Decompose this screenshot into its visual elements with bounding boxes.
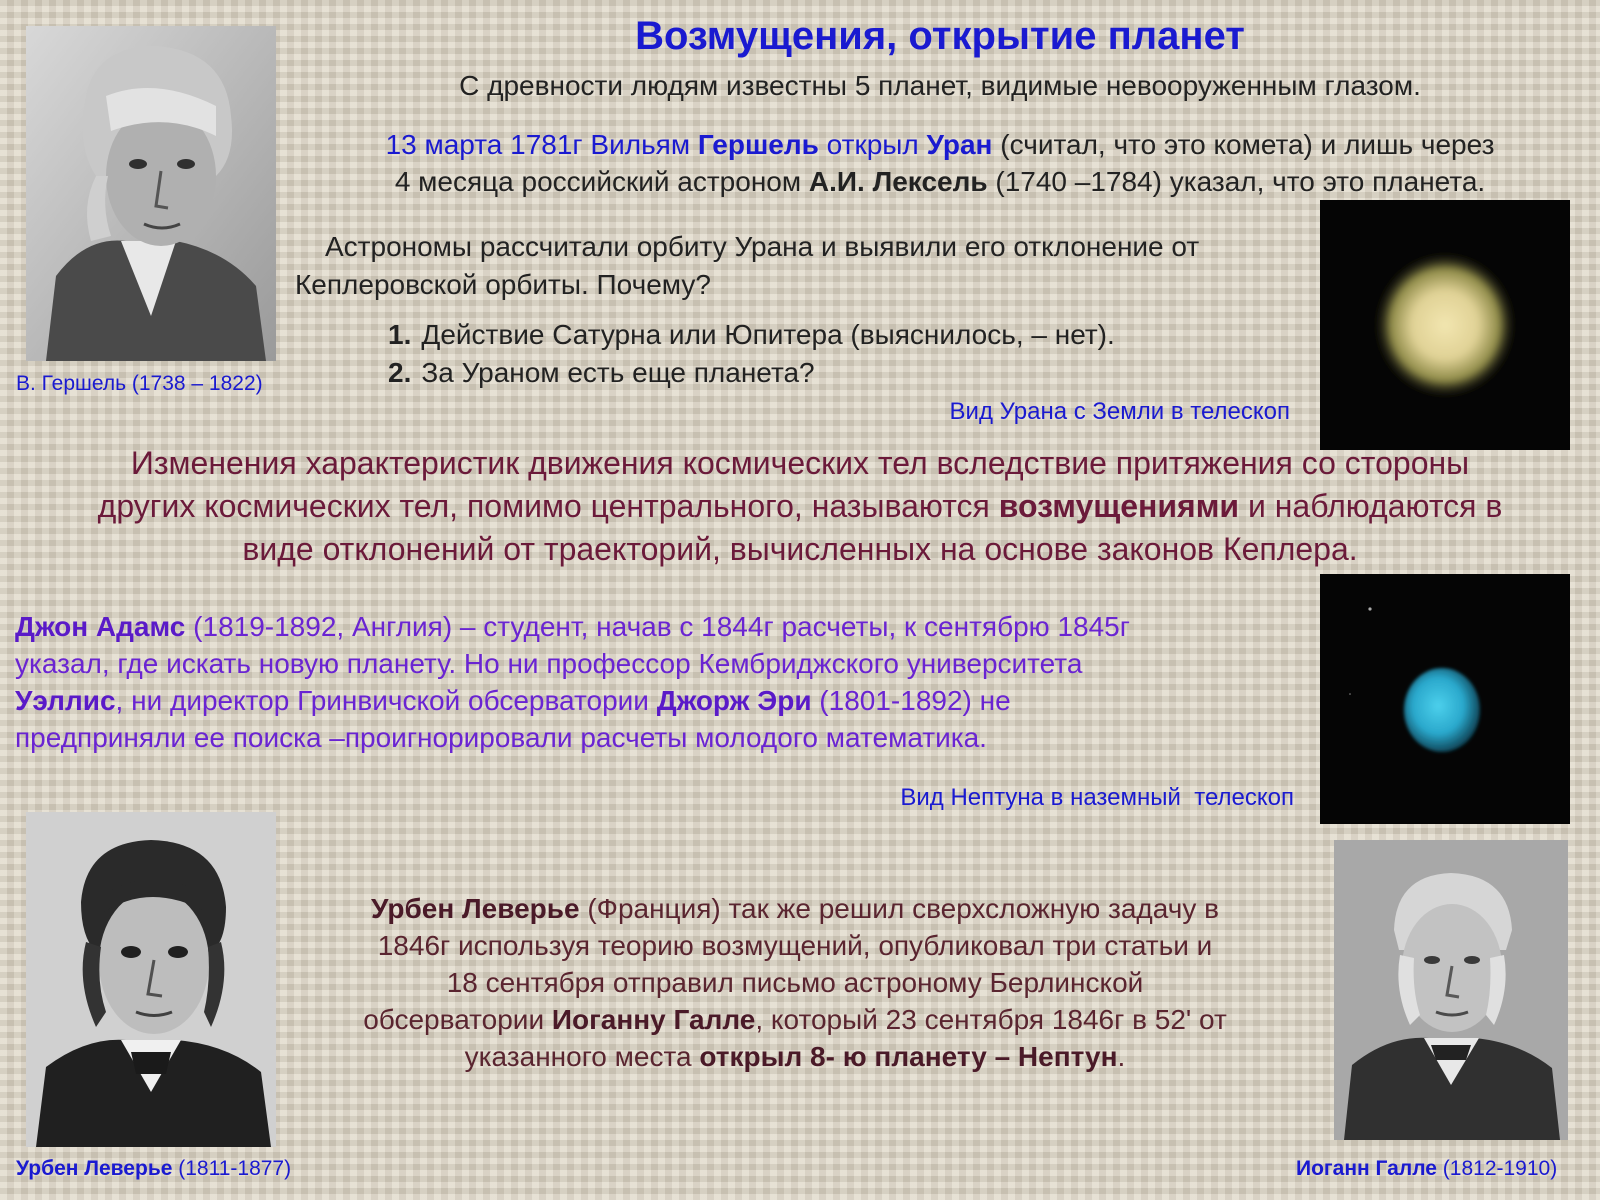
definition-line-2b: и наблюдаются в xyxy=(1239,488,1503,524)
adams-name: Джон Адамс xyxy=(15,611,186,642)
leverrier-portrait xyxy=(26,812,276,1147)
orbit-line-1: Астрономы рассчитали орбиту Урана и выявили его отклонение от xyxy=(325,231,1200,262)
list-item: 1. Действие Сатурна или Юпитера (выяснилось, – нет). xyxy=(388,319,1115,350)
galle-caption: Иоганн Галле (1812-1910) xyxy=(1296,1157,1558,1180)
neptune-telescope-image xyxy=(1320,574,1570,824)
uranus-name: Уран xyxy=(926,129,993,160)
herschel-rest-2: 4 месяца российский астроном xyxy=(394,166,809,197)
herschel-rest-3: (1740 –1784) указал, что это планета. xyxy=(987,166,1486,197)
wallis-name: Уэллис xyxy=(15,685,116,716)
lexell-name: А.И. Лексель xyxy=(808,166,988,197)
neptune-discovery: открыл 8- ю планету – Нептун xyxy=(699,1041,1118,1072)
hypotheses-list xyxy=(388,316,1288,392)
galle-name: Иоганну Галле xyxy=(551,1004,756,1035)
herschel-name: Гершель xyxy=(697,129,819,160)
discovered-text: открыл xyxy=(818,129,927,160)
adams-paragraph: Джон Адамс (1819-1892, Англия) – студент, начав с 1844г расчеты, к сентябрю 1845г указал, где искать новую планету. Но ни профессор Кембриджского университета Уэллис, ни директор Гринвичской обсерватории Джорж Эри (1801-1892) не предприняли ее поиска –проигнорировали расчеты молодого математика. xyxy=(15,611,1130,753)
page-title: Возмущения, открытие планет xyxy=(635,14,1245,58)
uranus-telescope-image xyxy=(1320,200,1570,450)
herschel-rest-1: (считал, что это комета) и лишь через xyxy=(992,129,1495,160)
herschel-paragraph xyxy=(290,126,1590,200)
definition-line-1: Изменения характеристик движения космических тел вследствие притяжения со стороны xyxy=(130,445,1470,481)
page-subtitle: С древности людям известны 5 планет, видимые невооруженным глазом. xyxy=(459,70,1421,101)
definition-line-3: виде отклонений от траекторий, вычисленных на основе законов Кеплера. xyxy=(242,531,1358,567)
herschel-portrait xyxy=(26,26,276,361)
list-item: 2. За Ураном есть еще планета? xyxy=(388,357,815,388)
perturbation-term: возмущениями xyxy=(998,488,1240,524)
airy-name: Джорж Эри xyxy=(656,685,812,716)
orbit-line-2: Кеплеровской орбиты. Почему? xyxy=(295,269,711,300)
leverrier-paragraph: Урбен Леверье (Франция) так же решил сверхсложную задачу в 1846г используя теорию возмущений, опубликовал три статьи и 18 сентября отправил письмо астроному Берлинской обсерватории Иоганну Галле, который 23 сентября 1846г в 52' от указанного места открыл 8- ю планету – Нептун. xyxy=(363,893,1227,1072)
date-lead: 13 марта 1781г Вильям xyxy=(385,129,698,160)
leverrier-name: Урбен Леверье xyxy=(371,893,580,924)
neptune-caption: Вид Нептуна в наземный телескоп xyxy=(900,784,1294,811)
herschel-caption: В. Гершель (1738 – 1822) xyxy=(16,372,263,395)
galle-portrait xyxy=(1334,840,1568,1140)
uranus-caption: Вид Урана с Земли в телескоп xyxy=(949,398,1290,425)
leverrier-caption: Урбен Леверье (1811-1877) xyxy=(16,1157,292,1180)
definition-paragraph xyxy=(10,442,1590,571)
orbit-paragraph xyxy=(295,228,1305,304)
definition-line-2a: других космических тел, помимо центрального, называются xyxy=(97,488,999,524)
